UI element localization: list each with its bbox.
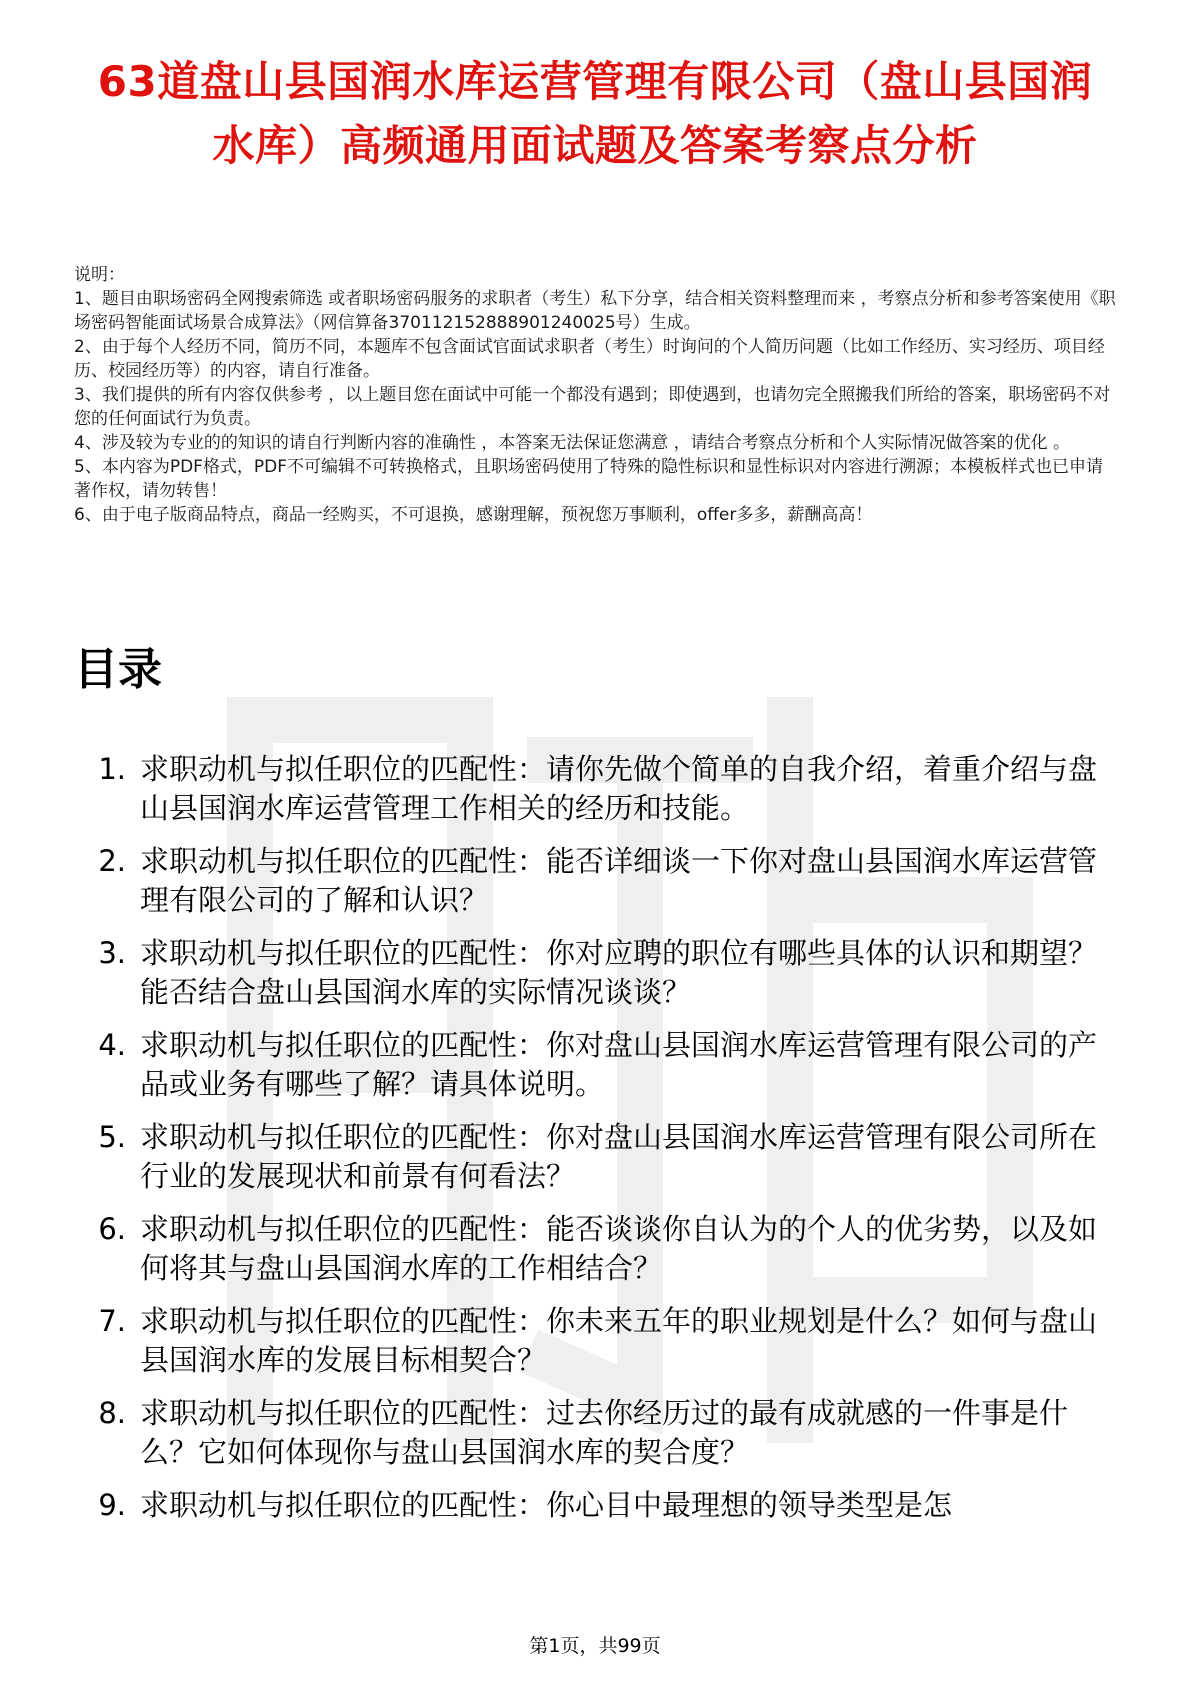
toc-item[interactable]	[74, 1210, 1124, 1288]
toc-item[interactable]	[74, 1486, 1124, 1525]
note-item: 1、题目由职场密码全网搜索筛选 或者职场密码服务的求职者（考生）私下分享，结合相关资料整理而来 ，考察点分析和参考答案使用《职场密码智能面试场景合成算法》（网信算备370112152888901240025号）生成。	[74, 289, 1116, 333]
toc-item[interactable]	[74, 750, 1124, 828]
toc-heading: 目录	[74, 644, 162, 695]
toc-item-number: 1.	[98, 752, 126, 786]
toc-item-number: 2.	[98, 844, 126, 878]
toc-item-number: 6.	[98, 1212, 126, 1246]
toc-item-number: 7.	[98, 1304, 126, 1338]
toc-item-text[interactable]: 求职动机与拟任职位的匹配性：能否谈谈你自认为的个人的优劣势，以及如何将其与盘山县国润水库的工作相结合？	[140, 1212, 1098, 1285]
toc-item-text[interactable]: 求职动机与拟任职位的匹配性：过去你经历过的最有成就感的一件事是什么？它如何体现你与盘山县国润水库的契合度？	[140, 1396, 1069, 1469]
toc-item[interactable]	[74, 1026, 1124, 1104]
toc-item[interactable]	[74, 1118, 1124, 1196]
toc-item-number: 5.	[98, 1120, 126, 1154]
note-item: 3、我们提供的所有内容仅供参考 ，以上题目您在面试中可能一个都没有遇到；即使遇到，也请勿完全照搬我们所给的答案，职场密码不对您的任何面试行为负责。	[74, 385, 1111, 429]
toc-item-number: 8.	[98, 1396, 126, 1430]
note-item: 4、涉及较为专业的的知识的请自行判断内容的准确性 ，本答案无法保证您满意 ，请结合考察点分析和个人实际情况做答案的优化 。	[74, 433, 1071, 453]
disclaimer-notes	[74, 263, 1120, 527]
toc-item-text[interactable]: 求职动机与拟任职位的匹配性：你对盘山县国润水库运营管理有限公司所在行业的发展现状和前景有何看法？	[140, 1120, 1098, 1193]
table-of-contents	[74, 750, 1124, 1539]
note-item: 5、本内容为PDF格式，PDF不可编辑不可转换格式，且职场密码使用了特殊的隐性标识和显性标识对内容进行溯源；本模板样式也已申请著作权，请勿转售！	[74, 457, 1104, 501]
toc-item[interactable]	[74, 1394, 1124, 1472]
toc-item-number: 3.	[98, 936, 126, 970]
toc-item-text[interactable]: 求职动机与拟任职位的匹配性：你对应聘的职位有哪些具体的认识和期望？能否结合盘山县国润水库的实际情况谈谈？	[140, 936, 1098, 1009]
note-item: 2、由于每个人经历不同，简历不同，本题库不包含面试官面试求职者（考生）时询问的个人简历问题（比如工作经历、实习经历、项目经历、校园经历等）的内容，请自行准备。	[74, 337, 1105, 381]
toc-item-text[interactable]: 求职动机与拟任职位的匹配性：你对盘山县国润水库运营管理有限公司的产品或业务有哪些了解？请具体说明。	[140, 1028, 1098, 1101]
toc-item[interactable]	[74, 842, 1124, 920]
page-footer: 第1页，共99页	[529, 1635, 661, 1657]
toc-item[interactable]	[74, 1302, 1124, 1380]
toc-item-number: 4.	[98, 1028, 126, 1062]
toc-item-text[interactable]: 求职动机与拟任职位的匹配性：请你先做个简单的自我介绍，着重介绍与盘山县国润水库运营管理工作相关的经历和技能。	[140, 752, 1098, 825]
toc-item-number: 9.	[98, 1488, 126, 1522]
toc-item[interactable]	[74, 934, 1124, 1012]
toc-item-text[interactable]: 求职动机与拟任职位的匹配性：能否详细谈一下你对盘山县国润水库运营管理有限公司的了解和认识？	[140, 844, 1098, 917]
document-title: 63道盘山县国润水库运营管理有限公司（盘山县国润水库）高频通用面试题及答案考察点分析	[97, 57, 1093, 170]
toc-item-text[interactable]: 求职动机与拟任职位的匹配性：你心目中最理想的领导类型是怎	[140, 1488, 953, 1522]
notes-heading: 说明：	[74, 265, 125, 285]
toc-item-text[interactable]: 求职动机与拟任职位的匹配性：你未来五年的职业规划是什么？如何与盘山县国润水库的发展目标相契合？	[140, 1304, 1098, 1377]
note-item: 6、由于电子版商品特点，商品一经购买，不可退换，感谢理解，预祝您万事顺利，offer多多，薪酬高高！	[74, 505, 873, 525]
